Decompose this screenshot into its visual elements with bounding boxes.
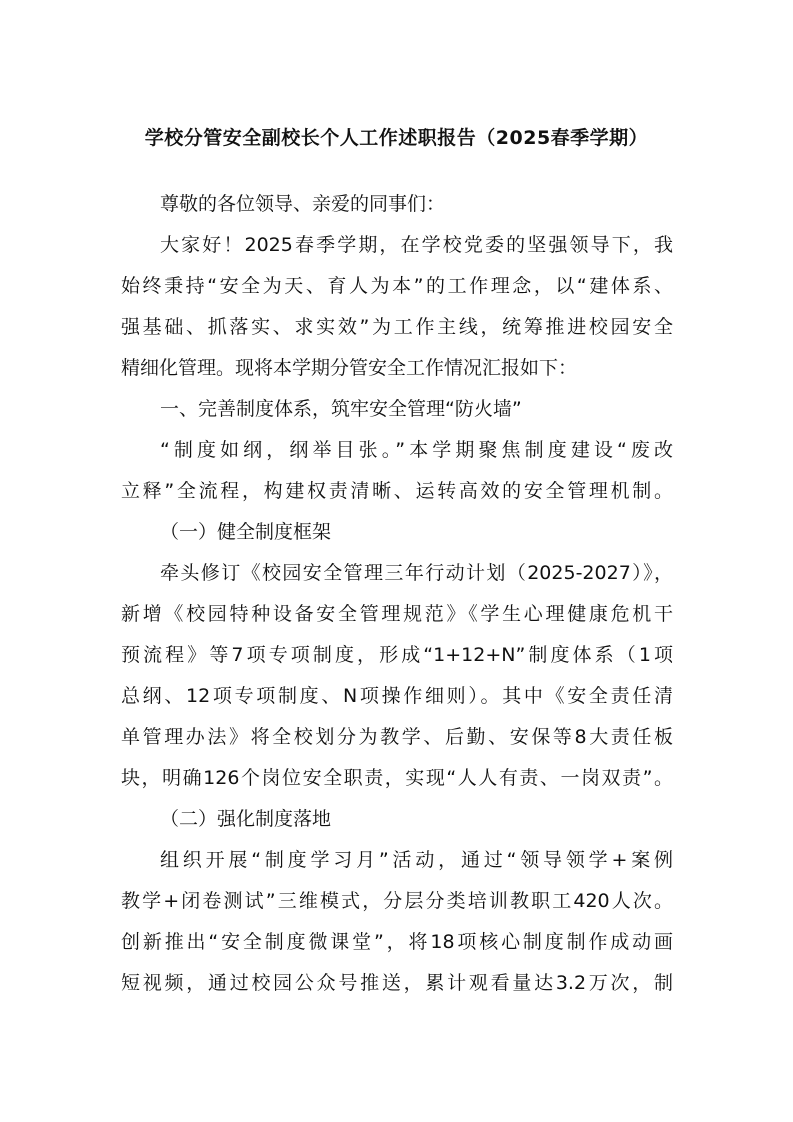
paragraph-line: 单管理办法》将全校划分为教学、后勤、安保等8大责任板 [121,726,673,748]
salutation: 尊敬的各位领导、亲爱的同事们： [160,193,446,215]
paragraph-line: 短视频，通过校园公众号推送，累计观看量达3.2万次，制 [121,972,673,994]
paragraph-line: “制度如纲，纲举目张。”本学期聚焦制度建设“废改 [160,439,673,461]
paragraph-line: 教学+闭卷测试”三维模式，分层分类培训教职工420人次。 [121,890,673,912]
section-heading: 一、完善制度体系，筑牢安全管理“防火墙” [160,398,522,420]
paragraph-line: 大家好！2025春季学期，在学校党委的坚强领导下，我 [160,234,673,256]
paragraph-line: 预流程》等7项专项制度，形成“1+12+N”制度体系（1项 [121,644,673,666]
paragraph-line: 立释”全流程，构建权责清晰、运转高效的安全管理机制。 [121,480,673,502]
subsection-heading: （二）强化制度落地 [160,808,332,830]
paragraph-line: 牵头修订《校园安全管理三年行动计划（2025-2027）》， [160,562,673,584]
paragraph-line: 强基础、抓落实、求实效”为工作主线，统筹推进校园安全 [121,316,673,338]
paragraph-line: 精细化管理。现将本学期分管安全工作情况汇报如下： [121,357,578,379]
paragraph-line: 总纲、12项专项制度、N项操作细则）。其中《安全责任清 [121,685,673,707]
paragraph-line: 块，明确126个岗位安全职责，实现“人人有责、一岗双责”。 [121,767,673,789]
subsection-heading: （一）健全制度框架 [160,521,332,543]
paragraph-line: 始终秉持“安全为天、育人为本”的工作理念，以“建体系、 [121,275,673,297]
paragraph-line: 新增《校园特种设备安全管理规范》《学生心理健康危机干 [121,603,673,625]
document-title: 学校分管安全副校长个人工作述职报告（2025春季学期） [144,127,649,149]
paragraph-line: 创新推出“安全制度微课堂”，将18项核心制度制作成动画 [121,931,673,953]
paragraph-line: 组织开展“制度学习月”活动，通过“领导领学+案例 [160,849,673,871]
